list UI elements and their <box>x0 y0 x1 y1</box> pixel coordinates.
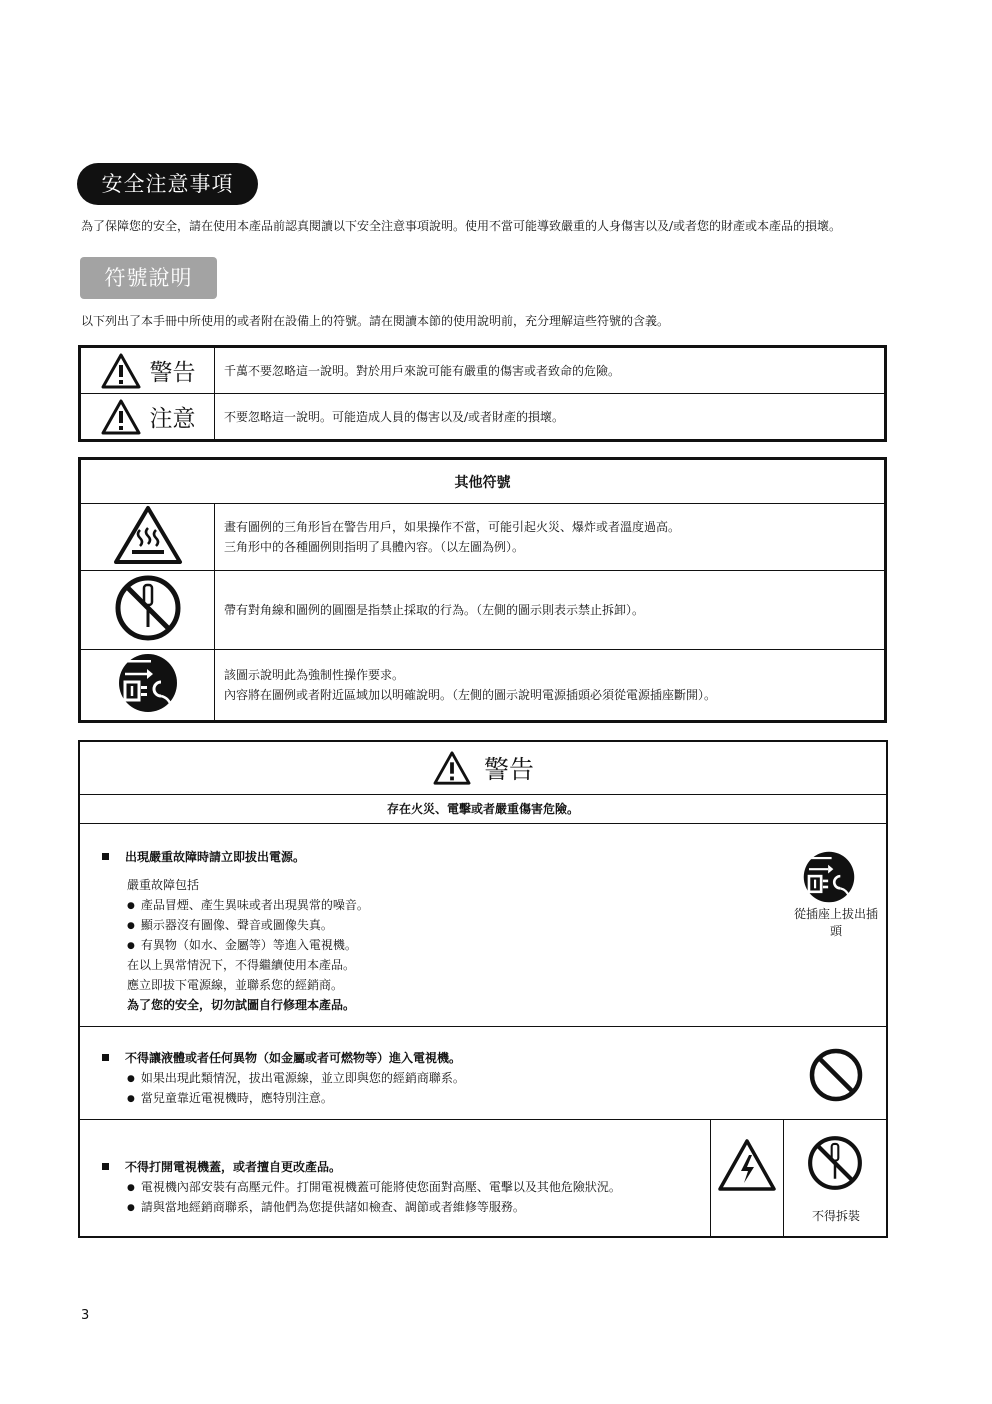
table-row <box>80 650 886 722</box>
warning-title: 警告 <box>483 755 534 784</box>
warning-triangle-icon <box>100 352 142 390</box>
warning-triangle-icon <box>432 750 472 786</box>
list-item: ● 顯示器沒有圖像、聲音或圖像失真。 <box>127 916 333 933</box>
warning-label: 警告 <box>149 360 196 386</box>
list-item: ● 請與當地經銷商聯系，請他們為您提供諸如檢查、調節或者維修等服務。 <box>127 1198 525 1215</box>
electric-shock-triangle-icon <box>717 1138 777 1192</box>
no-disassembly-description: 帶有對角線和圖例的圓圈是指禁止採取的行為。（左側的圖示則表示禁止拆卸）。 <box>224 603 645 617</box>
hot-surface-description-line-2: 三角形中的各種圖例則指明了具體內容。（以左圖為例）。 <box>224 540 525 554</box>
section-lead: 嚴重故障包括 <box>127 878 200 892</box>
intro-text: 為了保障您的安全，請在使用本產品前認真閱讀以下安全注意事項說明。使用不當可能導致嚴重的人身傷害以及/或者您的財產或本產品的損壞。 <box>81 219 842 233</box>
section-text: 應立即拔下電源線，並聯系您的經銷商。 <box>127 978 344 992</box>
unplug-description-line-2: 內容將在圖例或者附近區域加以明確說明。（左側的圖示說明電源插頭必須從電源插座斷開）。 <box>224 688 717 702</box>
warning-subtitle: 存在火災、電擊或者嚴重傷害危險。 <box>80 795 886 824</box>
list-item: ● 產品冒煙、產生異味或者出現異常的噪音。 <box>127 896 369 913</box>
table-row <box>80 504 886 571</box>
section-heading: 不得打開電視機蓋，或者擅自更改產品。 <box>102 1158 341 1175</box>
table-row <box>80 571 886 650</box>
unplug-description-line-1: 該圖示說明此為強制性操作要求。 <box>224 668 405 682</box>
table-row <box>80 347 886 394</box>
prohibition-icon <box>808 1047 864 1103</box>
warning-section-unplug <box>80 824 886 1027</box>
hot-surface-triangle-icon <box>112 504 184 566</box>
unplug-icon <box>802 850 856 904</box>
other-symbols-table <box>78 457 887 723</box>
list-item: ● 電視機內部安裝有高壓元件。打開電視機蓋可能將使您面對高壓、電擊以及其他危險狀況。 <box>127 1178 621 1195</box>
symbol-legend-table <box>78 345 887 442</box>
hot-surface-description-line-1: 畫有圖例的三角形旨在警告用戶，如果操作不當，可能引起火災、爆炸或者溫度過高。 <box>224 520 681 534</box>
page-number: 3 <box>81 1308 90 1323</box>
symbols-heading: 符號說明 <box>80 257 217 299</box>
section-text: 在以上異常情況下，不得繼續使用本產品。 <box>127 958 356 972</box>
list-item: ● 有異物（如水、金屬等）等進入電視機。 <box>127 936 357 953</box>
list-item: ● 當兒童靠近電視機時，應特別注意。 <box>127 1089 333 1106</box>
section-heading: 出現嚴重故障時請立即拔出電源。 <box>102 848 305 865</box>
page-title: 安全注意事項 <box>77 163 258 205</box>
warning-block-title <box>80 742 886 795</box>
warning-section-liquid <box>80 1027 886 1120</box>
caution-label: 注意 <box>149 406 196 432</box>
unplug-icon <box>117 652 179 714</box>
caution-description: 不要忽略這一說明。可能造成人員的傷害以及/或者財產的損壞。 <box>215 394 886 441</box>
no-disassembly-icon <box>806 1134 864 1192</box>
other-symbols-heading: 其他符號 <box>80 459 886 504</box>
no-disassembly-caption: 不得拆裝 <box>811 1209 860 1223</box>
warning-section-cover <box>80 1120 886 1238</box>
warning-description: 千萬不要忽略這一說明。對於用戶來說可能有嚴重的傷害或者致命的危險。 <box>215 347 886 394</box>
table-row <box>80 394 886 441</box>
section-heading: 不得讓液體或者任何異物（如金屬或者可燃物等）進入電視機。 <box>102 1049 461 1066</box>
warning-block <box>78 740 888 1238</box>
section-bold-note: 為了您的安全，切勿試圖自行修理本產品。 <box>127 998 356 1012</box>
unplug-caption: 從插座上拔出插 頭 <box>793 907 878 938</box>
caution-triangle-icon <box>100 398 142 436</box>
no-disassembly-icon <box>113 573 183 643</box>
list-item: ● 如果出現此類情況，拔出電源線，並立即與您的經銷商聯系。 <box>127 1069 465 1086</box>
symbols-intro: 以下列出了本手冊中所使用的或者附在設備上的符號。請在閱讀本節的使用說明前，充分理解這些符號的含義。 <box>81 314 670 328</box>
